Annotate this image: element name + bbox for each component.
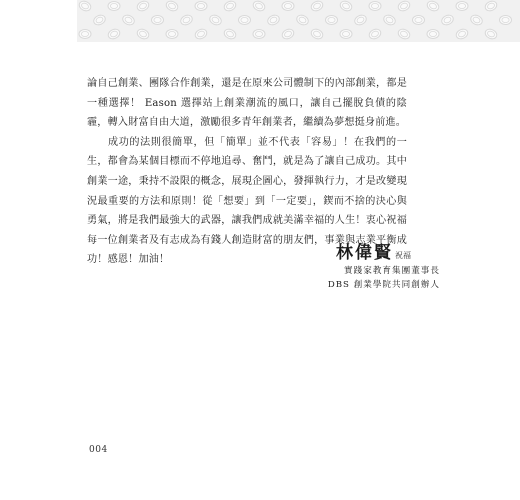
coin-icon [427, 30, 439, 39]
coin-icon [165, 0, 180, 13]
coin-icon [368, 27, 383, 40]
paragraph-1: 論自己創業、團隊合作創業，還是在原來公司體制下的內部創業，都是一種選擇！ Eason 選擇站上創業潮流的風口，讓自己擺脫負債的陰霾，轉入財富自由大道，激勵很多青年創業者，繼續為夢想挺身前進。 [87, 78, 407, 129]
coin-icon [369, 2, 381, 11]
paragraph-2: 成功的法則很簡單，但「簡單」並不代表「容易」！在我們的一生，都會為某個目標而不停地追尋、奮鬥，就是為了讓自己成功。其中創業一途，秉持不設限的概念，展現企圖心，發揮執行力，才是改變現況最重要的方法和原則！從「想要」到「一定要」，鍥而不捨的決心與勇氣，將是我們最強大的武器，讓我們成就美滿幸福的人生！衷心祝福每一位創業者及有志成為有錢人創造財富的朋友們，事業與志業平衡成功！感恩！加油！ [87, 136, 407, 266]
coin-icon [281, 27, 296, 40]
coin-icon [382, 13, 397, 26]
coin-icon [92, 13, 107, 26]
coin-pattern [77, 0, 520, 42]
coin-icon [121, 13, 136, 26]
coin-icon [295, 13, 310, 26]
coin-icon [469, 13, 484, 26]
coin-icon [208, 13, 223, 26]
coin-icon [136, 0, 151, 13]
coin-icon [353, 13, 368, 26]
coin-icon [179, 13, 194, 26]
header-decoration-band [77, 0, 520, 42]
coin-icon [397, 0, 412, 13]
coin-icon [136, 27, 151, 40]
coin-icon [78, 0, 93, 13]
coin-icon [252, 0, 267, 13]
coin-icon [253, 30, 265, 39]
coin-icon [340, 30, 352, 39]
coin-icon [194, 27, 209, 40]
coin-icon [108, 2, 120, 11]
coin-icon [282, 2, 294, 11]
coin-icon [266, 13, 281, 26]
coin-icon [500, 16, 512, 25]
coin-icon [484, 0, 499, 13]
coin-icon [152, 16, 164, 25]
coin-icon [310, 27, 325, 40]
signature-title-2: DBS 創業學院共同創辦人 [327, 280, 440, 290]
coin-icon [397, 27, 412, 40]
coin-icon [455, 27, 470, 40]
coin-icon [426, 0, 441, 13]
signature-suffix: 祝福 [395, 251, 411, 260]
coin-icon [223, 0, 238, 13]
coin-icon [339, 0, 354, 13]
coin-icon [79, 30, 91, 39]
signature-block [300, 238, 440, 292]
coin-icon [413, 16, 425, 25]
coin-icon [484, 27, 499, 40]
page-number: 004 [89, 445, 108, 455]
coin-icon [310, 0, 325, 13]
coin-icon [166, 30, 178, 39]
coin-icon [456, 2, 468, 11]
coin-icon [440, 13, 455, 26]
signature-name-line [300, 238, 440, 264]
coin-icon [195, 2, 207, 11]
signature-title-1: 實踐家教育集團董事長 [344, 266, 440, 276]
signature-name: 林偉賢 [336, 243, 393, 263]
coin-icon [239, 16, 251, 25]
coin-icon [107, 27, 122, 40]
coin-icon [223, 27, 238, 40]
coin-icon [326, 16, 338, 25]
